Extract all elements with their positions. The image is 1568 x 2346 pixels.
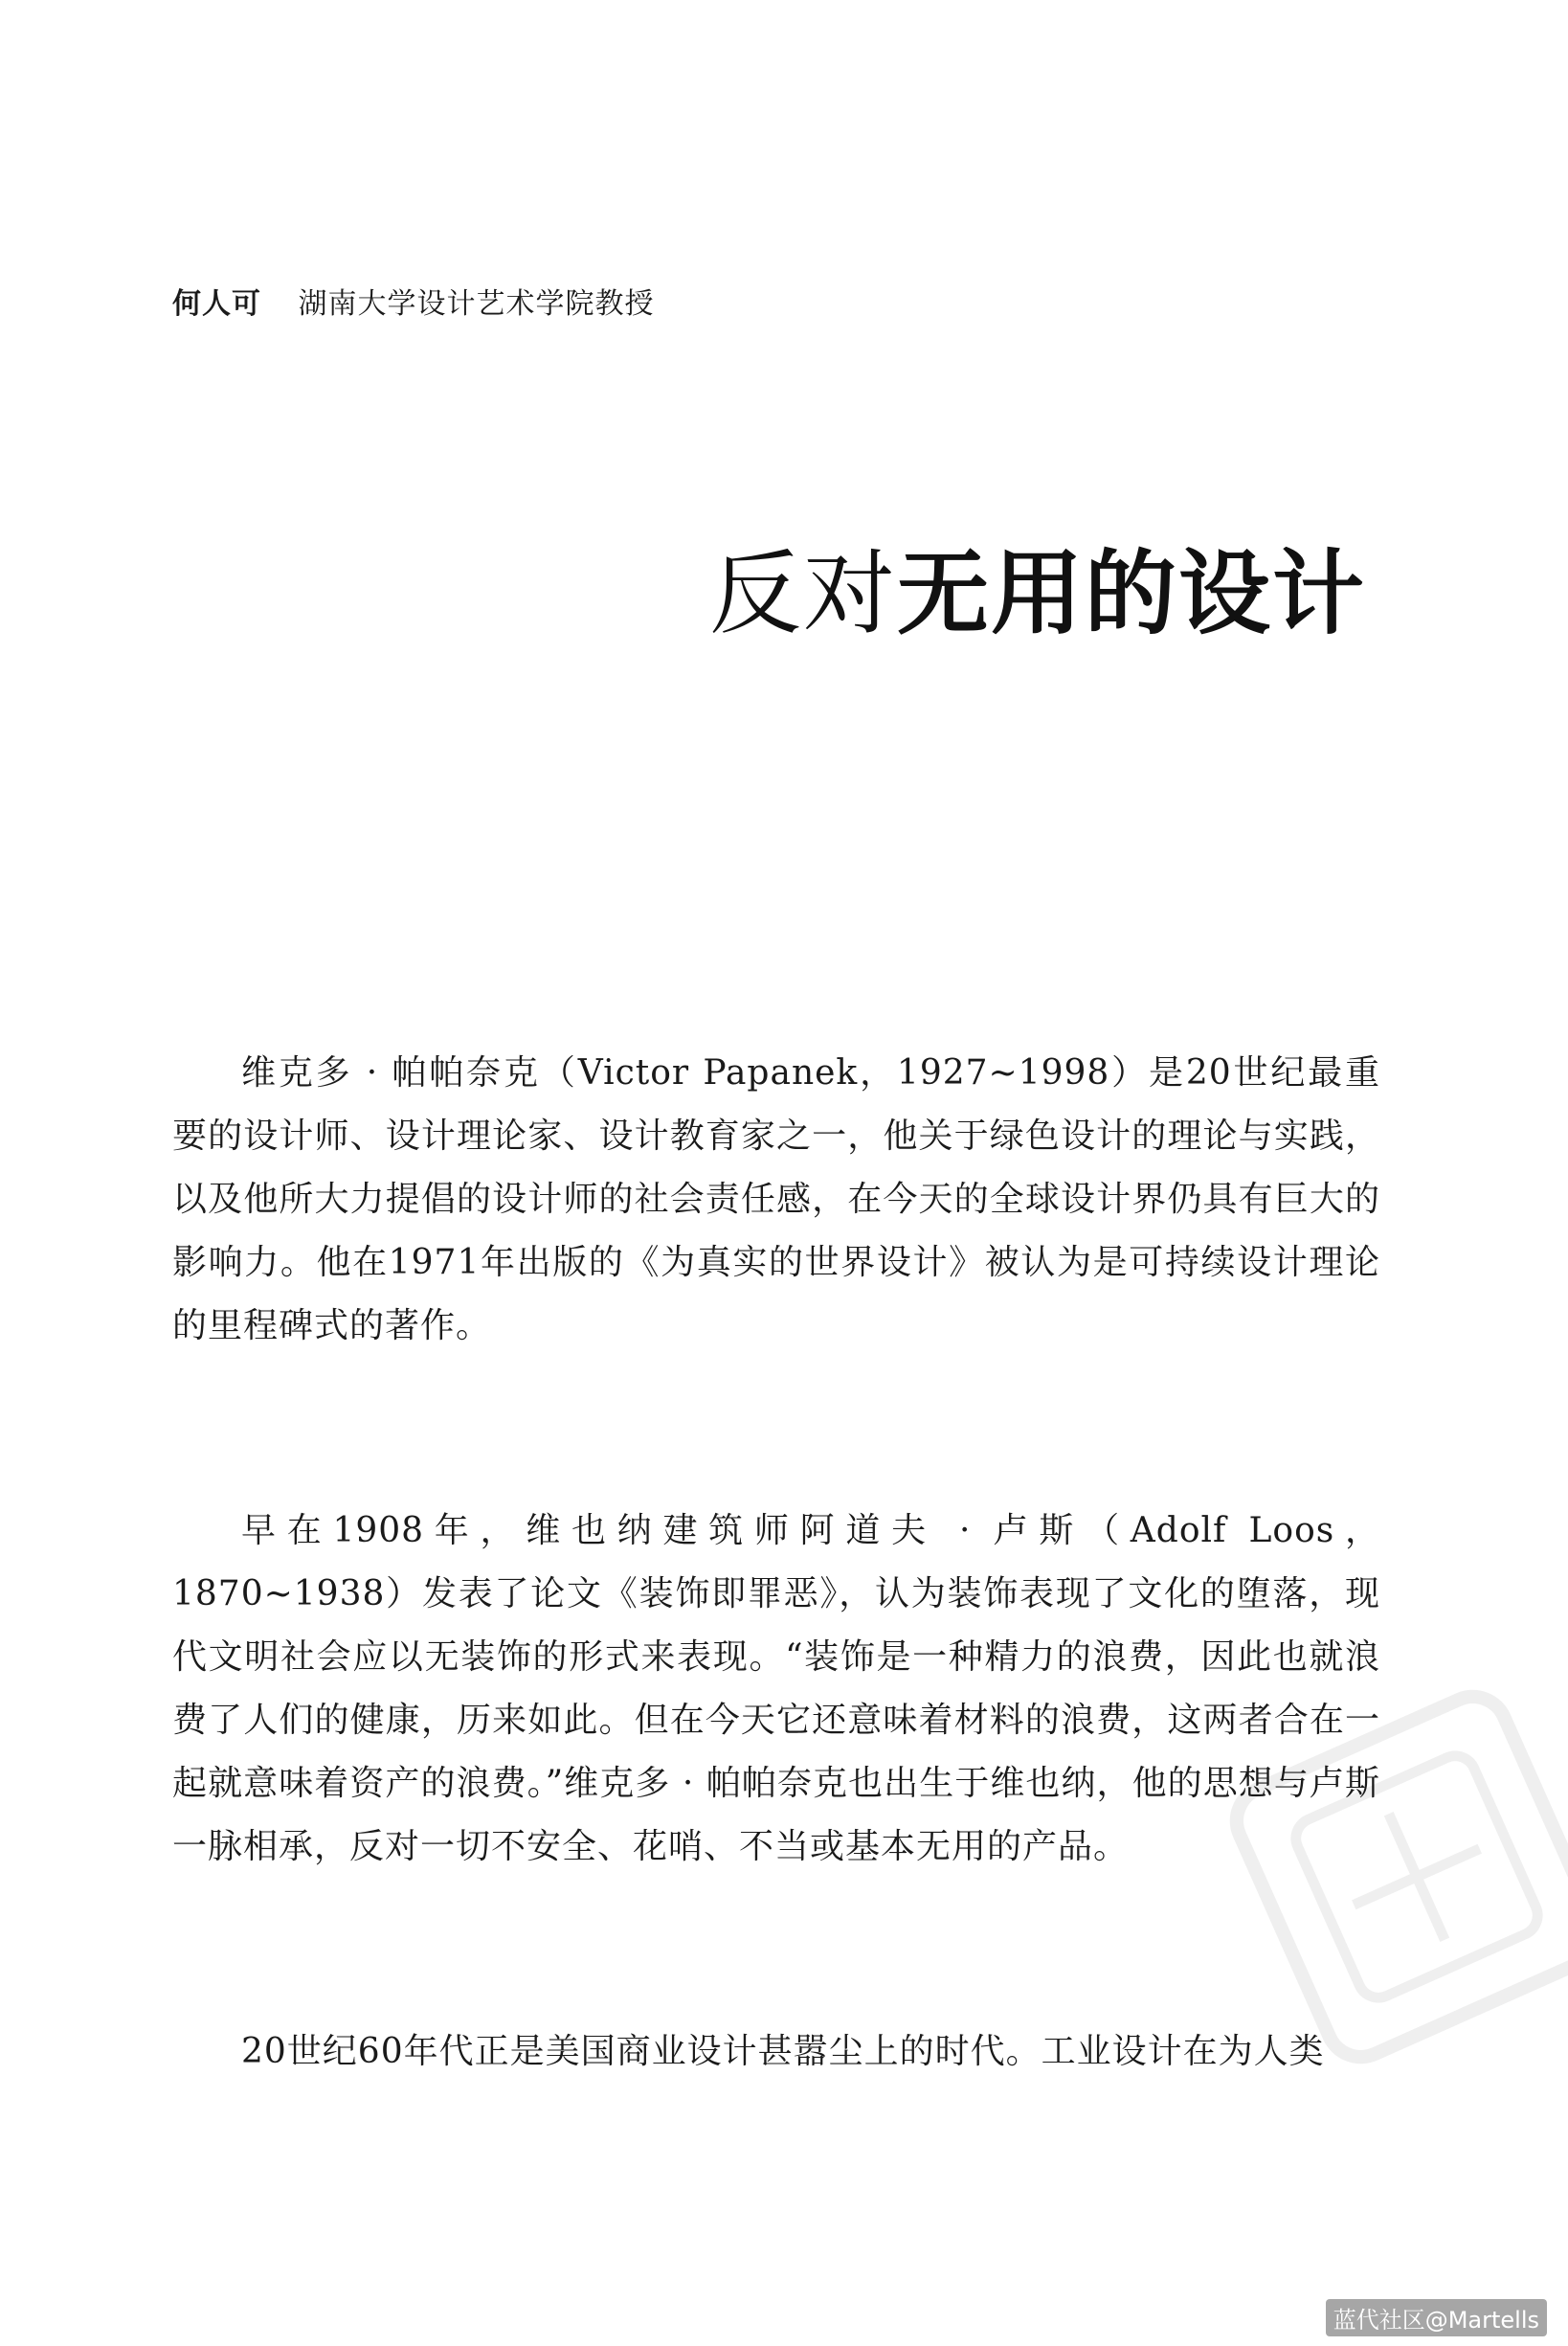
author-name: 何人可 [172,287,261,321]
author-title: 湖南大学设计艺术学院教授 [298,287,655,321]
title-part-light: 反对 [709,540,897,647]
paragraph: 早在1908年，维也纳建筑师阿道夫 · 卢斯（Adolf Loos，1870~1938）发表了论文《装饰即罪恶》，认为装饰表现了文化的堕落，现代文明社会应以无装饰的形式来表现。“装饰是一种精力的浪费，因此也就浪费了人们的健康，历来如此。但在今天它还意味着材料的浪费，这两者合在一起就意味着资产的浪费。”维克多 · 帕帕奈克也出生于维也纳，他的思想与卢斯一脉相承，反对一切不安全、花哨、不当或基本无用的产品。 [172,1511,1380,1866]
author-line [172,280,655,322]
paragraph: 维克多 · 帕帕奈克（Victor Papanek，1927~1998）是20世纪最重要的设计师、设计理论家、设计教育家之一，他关于绿色设计的理论与实践，以及他所大力提倡的设计师的社会责任感，在今天的全球设计界仍具有巨大的影响力。他在1971年出版的《为真实的世界设计》被认为是可持续设计理论的里程碑式的著作。 [172,1053,1380,1345]
body-text [172,1042,1380,2084]
title-part-bold: 无用的设计 [897,540,1366,647]
paragraph: 20世纪60年代正是美国商业设计甚嚣尘上的时代。工业设计在为人类 [241,2032,1325,2071]
article-title [709,536,1366,651]
watermark-text: 蓝代社区@Martells [1326,2299,1547,2336]
